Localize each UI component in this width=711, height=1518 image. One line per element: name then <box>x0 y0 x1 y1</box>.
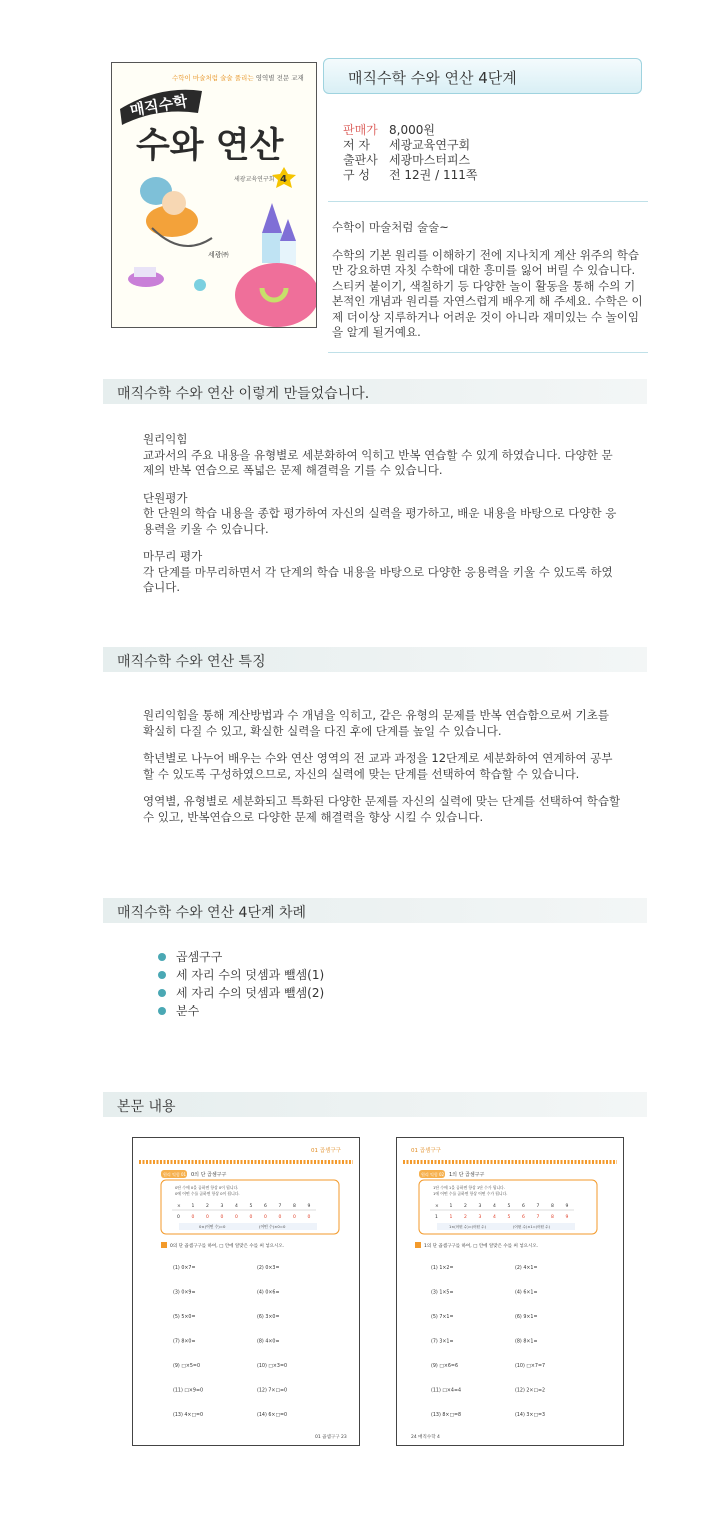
table-head-cell: 3 <box>220 1204 224 1209</box>
publisher-label: 출판사 <box>343 153 378 167</box>
page-tag: 원리 익힘 01 <box>163 1172 187 1177</box>
section-features-content <box>143 708 623 837</box>
problem-item: (11) □×9=0 <box>173 1388 204 1394</box>
table-cell: 3 <box>478 1215 482 1220</box>
table-head-cell: 6 <box>522 1204 525 1209</box>
problem-item: (8) 8×1= <box>515 1339 538 1345</box>
sample-page-left <box>132 1137 360 1446</box>
problem-item: (9) □×5=0 <box>173 1364 200 1369</box>
paragraph-body: 원리익힘을 통해 계산방법과 수 개념을 익히고, 같은 유형의 문제를 반복 연습함으로써 기초를 확실히 다질 수 있고, 확실한 실력을 다진 후에 단계를 높일 수 있습니다. <box>143 708 610 738</box>
price-row <box>343 123 477 138</box>
problem-item: (7) 8×0= <box>173 1339 196 1345</box>
toc-item: 곱셈구구 <box>158 948 324 966</box>
table-cell: 6 <box>522 1215 525 1220</box>
table-cell: 2 <box>464 1215 467 1220</box>
paragraph-body: 학년별로 나누어 배우는 수와 연산 영역의 전 교과 과정을 12단계로 세분화하여 연계하여 공부할 수 있도록 구성하였으므로, 자신의 실력에 맞는 단계를 선택하여 학습할 수 있습니다. <box>143 751 613 781</box>
problem-item: (8) 4×0= <box>257 1339 280 1345</box>
author-row <box>343 138 477 153</box>
table-cell: 0 <box>206 1215 209 1220</box>
table-cell: 1 <box>435 1215 438 1220</box>
problem-item: (12) 2×□=2 <box>515 1388 546 1394</box>
table-cell: 0 <box>191 1215 195 1220</box>
product-title: 매직수학 수와 연산 4단계 <box>348 69 517 87</box>
table-cell: 0 <box>293 1215 296 1220</box>
page-formula: 1×(어떤 수)=(어떤 수) <box>449 1225 487 1229</box>
section-header-toc <box>103 898 647 923</box>
table-head-cell: × <box>177 1204 181 1209</box>
problem-item: (6) 9×1= <box>515 1315 538 1320</box>
divider <box>328 352 648 353</box>
table-cell: 0 <box>264 1215 267 1220</box>
problem-item: (9) □×6=6 <box>431 1364 458 1369</box>
problem-item: (1) 1×2= <box>431 1266 454 1271</box>
problem-item: (3) 0×9= <box>173 1290 196 1296</box>
table-head-cell: × <box>435 1204 439 1209</box>
problem-item: (4) 6×1= <box>515 1290 538 1296</box>
cover-level-badge: 4 <box>280 174 287 185</box>
product-description <box>332 220 644 353</box>
page-lesson: 0의 단 곱셈구구 <box>191 1172 227 1178</box>
page-question: 0의 단 곱셈구구를 하여, □ 안에 알맞은 수를 써 넣으시오. <box>170 1244 285 1249</box>
problem-item: (13) 8×□=8 <box>431 1413 462 1418</box>
table-cell: 0 <box>235 1215 238 1220</box>
table-cell: 8 <box>551 1215 554 1220</box>
table-cell: 0 <box>177 1215 180 1220</box>
author-value: 세광교육연구회 <box>389 138 471 152</box>
problem-item: (10) □×3=0 <box>257 1364 288 1369</box>
price-label: 판매가 <box>343 123 378 137</box>
section-title: 매직수학 수와 연산 4단계 차례 <box>117 905 306 921</box>
page-note: 1단 수에 1을 곱하면 항상 1단 수가 됩니다. <box>433 1185 505 1190</box>
problem-list <box>431 1265 545 1418</box>
page-note: 0단 수에 0을 곱하면 항상 0이 됩니다. <box>175 1185 239 1190</box>
table-cell: 0 <box>249 1215 253 1220</box>
problem-item: (3) 1×5= <box>431 1290 454 1296</box>
description-body: 수학의 기본 원리를 이해하기 전에 지나치게 계산 위주의 학습만 강요하면 자칫 수학에 대한 흥미를 잃어 버릴 수 있습니다. 스티커 붙이기, 색칠하기 등 다양한 놀이 활동을 통해 수의 기본적인 개념과 원리를 자연스럽게 배우게 해 주세요. 수학은 이제 더이상 지루하거나 어려운 것이 아니라 재미있는 수 놀이임을 알게 될거예요. <box>332 247 643 339</box>
table-head-cell: 7 <box>536 1204 540 1209</box>
table-cell: 5 <box>507 1215 511 1220</box>
table-head-cell: 1 <box>191 1204 195 1209</box>
config-label: 구 성 <box>343 168 370 182</box>
table-head-cell: 5 <box>249 1204 253 1209</box>
table-cell: 9 <box>565 1215 569 1220</box>
table-head-cell: 4 <box>493 1204 496 1209</box>
table-head-cell: 7 <box>278 1204 282 1209</box>
config-value: 전 12권 / 111쪽 <box>389 168 478 182</box>
paragraph-title: 원리익힘 <box>143 432 188 446</box>
paragraph-title: 마무리 평가 <box>143 549 203 563</box>
product-title-box <box>323 58 642 94</box>
page-chapter: 01 곱셈구구 <box>411 1148 441 1154</box>
table-head-cell: 4 <box>235 1204 238 1209</box>
toc-item: 세 자리 수의 덧셈과 뺄셈(2) <box>158 984 324 1002</box>
table-head-cell: 9 <box>565 1204 569 1209</box>
product-info <box>343 123 477 183</box>
config-row <box>343 168 477 183</box>
author-label: 저 자 <box>343 138 370 152</box>
problem-list <box>173 1265 287 1418</box>
publisher-row <box>343 153 477 168</box>
paragraph-title: 단원평가 <box>143 490 188 505</box>
section-title: 본문 내용 <box>117 1099 176 1115</box>
cover-publisher-logo: 세광㈜ <box>208 251 229 259</box>
paragraph-body: 각 단계를 마무리하면서 각 단계의 학습 내용을 바탕으로 다양한 응용력을 키울 수 있도록 하였습니다. <box>143 564 613 594</box>
table-head-cell: 2 <box>464 1204 467 1209</box>
price-value: 8,000원 <box>389 123 435 137</box>
problem-item: (11) □×4=4 <box>431 1388 462 1394</box>
page-note: 0에 어떤 수를 곱하면 항상 0이 됩니다. <box>175 1191 240 1196</box>
page-formula: (어떤 수)×1=(어떤 수) <box>513 1225 551 1229</box>
problem-item: (13) 4×□=0 <box>173 1413 204 1418</box>
cover-main-title: 수와 연산 <box>136 126 284 166</box>
problem-item: (14) 3×□=3 <box>515 1413 546 1418</box>
problem-item: (2) 4×1= <box>515 1266 538 1271</box>
paragraph-body: 교과서의 주요 내용을 유형별로 세분화하여 익히고 반복 연습할 수 있게 하였습니다. 다양한 문제의 반복 연습으로 폭넓은 문제 해결력을 기를 수 있습니다. <box>143 447 613 477</box>
page-footer: 01 곱셈구구 23 <box>315 1435 347 1440</box>
problem-item: (2) 0×3= <box>257 1266 280 1271</box>
section-header-made <box>103 379 647 404</box>
divider <box>328 201 648 202</box>
paragraph-body: 한 단원의 학습 내용을 종합 평가하여 자신의 실력을 평가하고, 배운 내용을 바탕으로 다양한 응용력을 키울 수 있습니다. <box>143 506 617 536</box>
problem-item: (10) □×7=7 <box>515 1364 546 1369</box>
section-header-sample <box>103 1092 647 1117</box>
table-head-cell: 6 <box>264 1204 267 1209</box>
toc-item: 세 자리 수의 덧셈과 뺄셈(1) <box>158 966 324 984</box>
table-head-cell: 3 <box>478 1204 482 1209</box>
page-tag: 원리 익힘 02 <box>421 1172 445 1177</box>
page-lesson: 1의 단 곱셈구구 <box>449 1172 485 1178</box>
table-cell: 7 <box>536 1215 540 1220</box>
problem-item: (5) 5×0= <box>173 1315 196 1320</box>
problem-item: (1) 0×7= <box>173 1266 196 1271</box>
problem-item: (6) 3×0= <box>257 1315 280 1320</box>
cover-tagline: 수학이 마술처럼 술술 풀리는 영역별 전문 교재 <box>172 74 304 82</box>
table-head-cell: 2 <box>206 1204 209 1209</box>
problem-item: (14) 6×□=0 <box>257 1413 288 1418</box>
page-question: 1의 단 곱셈구구를 하여, □ 안에 알맞은 수를 써 넣으시오. <box>424 1244 539 1249</box>
table-cell: 4 <box>493 1215 496 1220</box>
publisher-value: 세광마스터피스 <box>389 153 471 167</box>
table-cell: 0 <box>220 1215 224 1220</box>
section-made-content <box>143 432 623 608</box>
table-cell: 1 <box>449 1215 453 1220</box>
table-head-cell: 8 <box>293 1204 296 1209</box>
section-title: 매직수학 수와 연산 특징 <box>117 654 266 670</box>
page-note: 1에 어떤 수를 곱하면 항상 어떤 수가 됩니다. <box>433 1191 508 1196</box>
table-cell: 0 <box>278 1215 282 1220</box>
problem-item: (12) 7×□=0 <box>257 1388 288 1394</box>
page-chapter: 01 곱셈구구 <box>311 1148 341 1154</box>
section-title: 매직수학 수와 연산 이렇게 만들었습니다. <box>117 386 370 402</box>
cover-author: 세광교육연구회 <box>234 176 275 183</box>
problem-item: (5) 7×1= <box>431 1315 454 1320</box>
toc-item: 분수 <box>158 1002 324 1020</box>
book-cover-image <box>111 62 317 328</box>
table-head-cell: 5 <box>507 1204 511 1209</box>
table-head-cell: 8 <box>551 1204 554 1209</box>
section-header-features <box>103 647 647 672</box>
paragraph-body: 영역별, 유형별로 세분화되고 특화된 다양한 문제를 자신의 실력에 맞는 단계를 선택하여 학습할 수 있고, 반복연습으로 다양한 문제 해결력을 향상 시킬 수 있습니다. <box>143 794 621 824</box>
page-formula: 0×(어떤 수)=0 <box>199 1224 226 1229</box>
problem-item: (7) 3×1= <box>431 1339 454 1345</box>
table-of-contents <box>158 948 324 1020</box>
table-head-cell: 9 <box>307 1204 311 1209</box>
cover-series-title: 매직수학 <box>128 91 189 120</box>
page-formula: (어떤 수)×0=0 <box>259 1224 286 1229</box>
table-head-cell: 1 <box>449 1204 453 1209</box>
problem-item: (4) 0×6= <box>257 1290 280 1296</box>
table-cell: 0 <box>307 1215 311 1220</box>
page-footer: 24 매직수학 4 <box>411 1435 440 1440</box>
description-title: 수학이 마술처럼 술술~ <box>332 220 449 234</box>
sample-page-right <box>396 1137 624 1446</box>
